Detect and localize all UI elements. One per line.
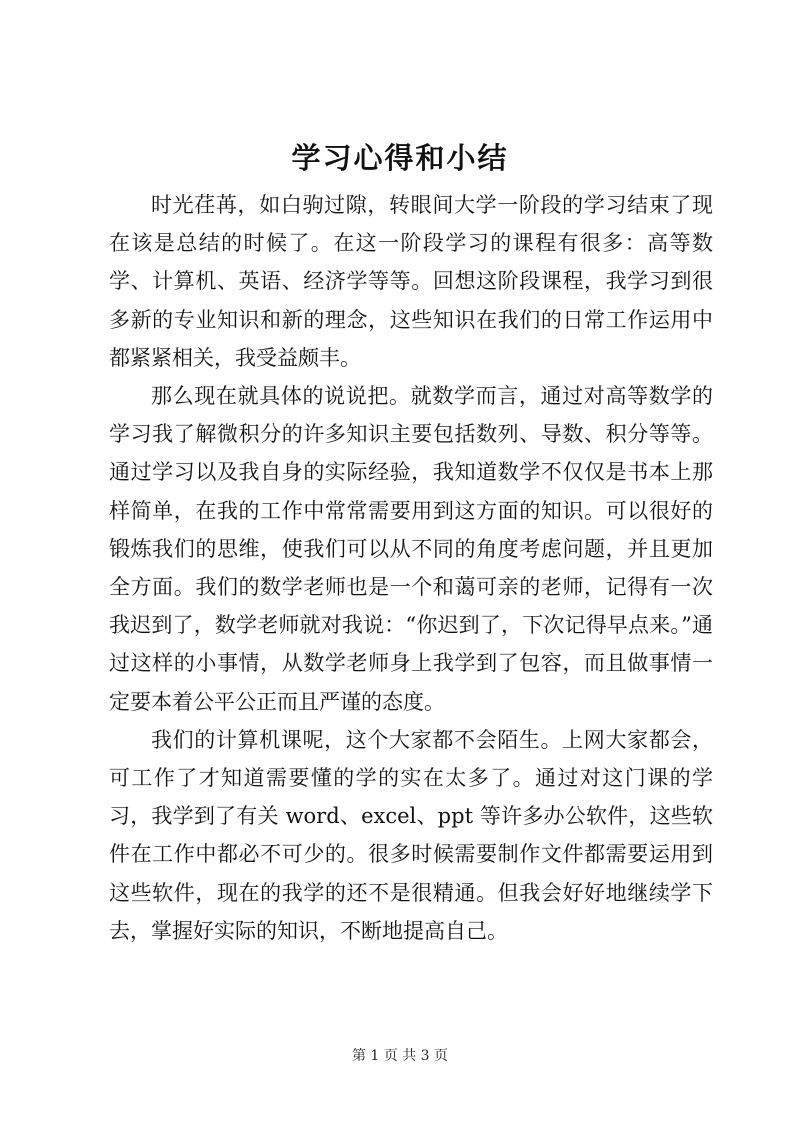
paragraph: 我们的计算机课呢，这个大家都不会陌生。上网大家都会，可工作了才知道需要懂的学的实在太多了。通过对这门课的学习，我学到了有关 word、excel、ppt 等许多办公软件，这些软件在工作中都必不可少的。很多时候需要制作文件都需要运用到这些软件，现在的我学的还不是很精通。但我会好好地继续学下去，掌握好实际的知识，不断地提高自己。 — [109, 727, 713, 943]
document-title: 学习心得和小结 — [291, 141, 509, 175]
page-number-footer: 第 1 页 共 3 页 — [351, 1048, 449, 1064]
document-body — [109, 186, 713, 950]
paragraph: 那么现在就具体的说说把。就数学而言，通过对高等数学的学习我了解微积分的许多知识主要包括数列、导数、积分等等。通过学习以及我自身的实际经验，我知道数学不仅仅是书本上那样简单，在我的工作中常常需要用到这方面的知识。可以很好的锻炼我们的思维，使我们可以从不同的角度考虑问题，并且更加全方面。我们的数学老师也是一个和蔼可亲的老师，记得有一次我迟到了，数学老师就对我说：“你迟到了，下次记得早点来。”通过这样的小事情，从数学老师身上我学到了包容，而且做事情一定要本着公平公正而且严谨的态度。 — [109, 384, 713, 714]
paragraph: 时光荏苒，如白驹过隙，转眼间大学一阶段的学习结束了现在该是总结的时候了。在这一阶段学习的课程有很多：高等数学、计算机、英语、经济学等等。回想这阶段课程，我学习到很多新的专业知识和新的理念，这些知识在我们的日常工作运用中都紧紧相关，我受益颇丰。 — [109, 193, 713, 370]
